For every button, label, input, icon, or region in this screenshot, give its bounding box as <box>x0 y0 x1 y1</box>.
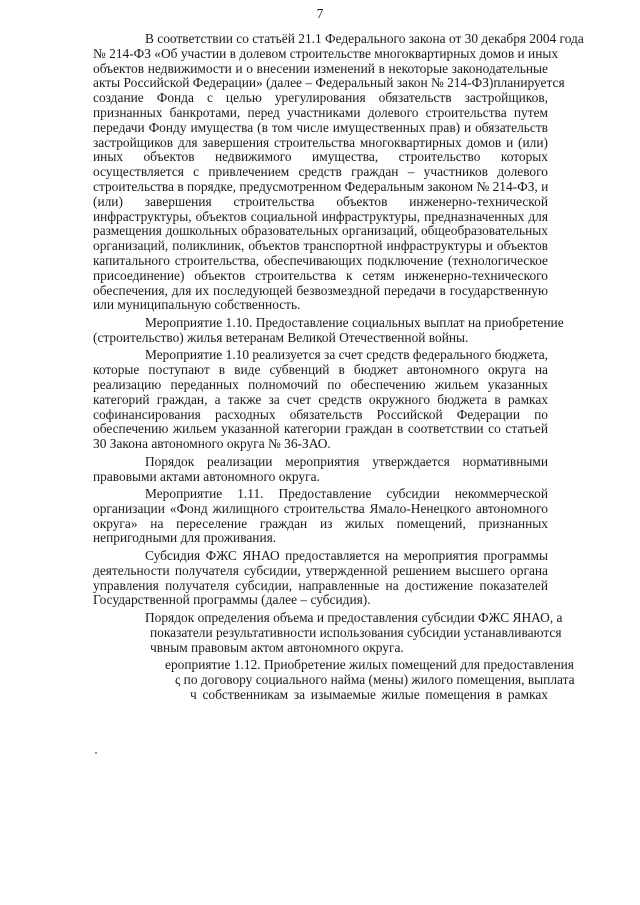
text-line: деятельности получателя субсидии, утвержденной решением высшего органа <box>93 562 548 578</box>
text-line: реализацию переданных полномочий по обеспечению жильем указанных <box>93 376 548 392</box>
paragraph <box>93 610 563 655</box>
text-line: строительства в порядке, предусмотренном Федеральным законом № 214-ФЗ, и <box>93 178 549 194</box>
text-line: создание Фонда с целью урегулирования обязательств застройщиков, <box>93 90 548 106</box>
text-line: акты Российской Федерации» (далее – Федеральный закон № 214-ФЗ)планируется <box>93 75 565 91</box>
paragraph <box>93 487 548 546</box>
text-line: присоединение) объектов строительства к сетям инженерно-технического <box>93 267 548 283</box>
text-line: передачи Фонду имущества (в том числе имущественных прав) и обязательств <box>93 119 548 135</box>
text-line: № 214-ФЗ «Об участии в долевом строительстве многоквартирных домов и иных <box>93 45 559 61</box>
text-line: Мероприятие 1.11. Предоставление субсидии некоммерческой <box>145 486 548 502</box>
text-line: категорий граждан, а также за счет средств окружного бюджета в рамках <box>93 391 548 407</box>
paragraph <box>93 348 548 452</box>
text-line: организаций, поликлиник, объектов транспортной инфраструктуры и объектов <box>93 238 548 254</box>
text-line: обеспечения, для их последующей безвозмездной передачи в государственную <box>93 282 548 298</box>
text-line: Субсидия ФЖС ЯНАО предоставляется на мероприятия программы <box>145 548 548 564</box>
text-line: организации «Фонд жилищного строительства Ямало-Ненецкого автономного <box>93 500 548 516</box>
text-line: 30 Закона автономного округа № 36-ЗАО. <box>93 436 331 452</box>
text-line: ч собственникам за изымаемые жилые помещения в рамках <box>190 686 548 702</box>
text-line: непригодными для проживания. <box>93 530 277 546</box>
text-line: объектов недвижимости и о внесении изменений в некоторые законодательные <box>93 60 548 76</box>
text-line: правовыми актами автономного округа. <box>93 468 320 484</box>
document-body <box>93 31 584 705</box>
text-line: обеспечению жильем указанной категории граждан в соответствии со статьей <box>93 421 548 437</box>
text-line: Мероприятие 1.10. Предоставление социальных выплат на приобретение <box>145 314 564 330</box>
text-line: софинансирования расходных обязательств Российской Федерации по <box>93 406 548 422</box>
text-line: которые поступают в виде субвенций в бюджет автономного округа на <box>93 362 548 378</box>
text-line: ς по договору социального найма (мены) жилого помещения, выплата <box>175 672 575 688</box>
text-line: Государственной программы (далее – субсидия). <box>93 592 371 608</box>
text-line: или муниципальную собственность. <box>93 297 301 313</box>
text-line: чвным правовым актом автономного округа. <box>150 639 404 655</box>
page-number: 7 <box>316 6 324 21</box>
text-line: Порядок реализации мероприятия утверждается нормативными <box>145 453 548 469</box>
paragraph <box>93 455 548 485</box>
text-line: показатели результативности использования субсидии устанавливаются <box>150 624 562 640</box>
text-line: инфраструктуры, объектов социальной инфраструктуры, предназначенных для <box>93 208 548 224</box>
text-line: Мероприятие 1.10 реализуется за счет средств федерального бюджета, <box>145 347 548 363</box>
text-line: осуществляется с привлечением средств граждан – участников долевого <box>93 164 548 180</box>
text-line: (или) завершения строительства объектов инженерно-технической <box>93 193 548 209</box>
paragraph <box>93 31 584 313</box>
text-line: капитального строительства, обеспечивающих подключение (технологическое <box>93 252 548 268</box>
text-line: признанных банкротами, перед участниками долевого строительства путем <box>93 104 548 120</box>
scan-speck <box>95 752 97 754</box>
text-line: Порядок определения объема и предоставления субсидии ФЖС ЯНАО, а <box>145 610 563 626</box>
text-line: ероприятие 1.12. Приобретение жилых помещений для предоставления <box>165 657 574 673</box>
text-line: округа» на переселение граждан из жилых помещений, признанных <box>93 515 548 531</box>
text-line: управления получателя субсидии, направленные на достижение показателей <box>93 577 548 593</box>
paragraph <box>93 657 575 702</box>
text-line: размещения дошкольных образовательных организаций, общеобразовательных <box>93 223 548 239</box>
text-line: (строительство) жилья ветеранам Великой Отечественной войны. <box>93 329 469 345</box>
text-line: иных объектов недвижимого имущества, строительство которых <box>93 149 548 165</box>
text-line: застройщиков для завершения строительства многоквартирных домов и (или) <box>93 134 548 150</box>
paragraph <box>93 314 564 346</box>
text-line: В соответствии со статьёй 21.1 Федерального закона от 30 декабря 2004 года <box>145 31 584 46</box>
paragraph <box>93 549 548 608</box>
